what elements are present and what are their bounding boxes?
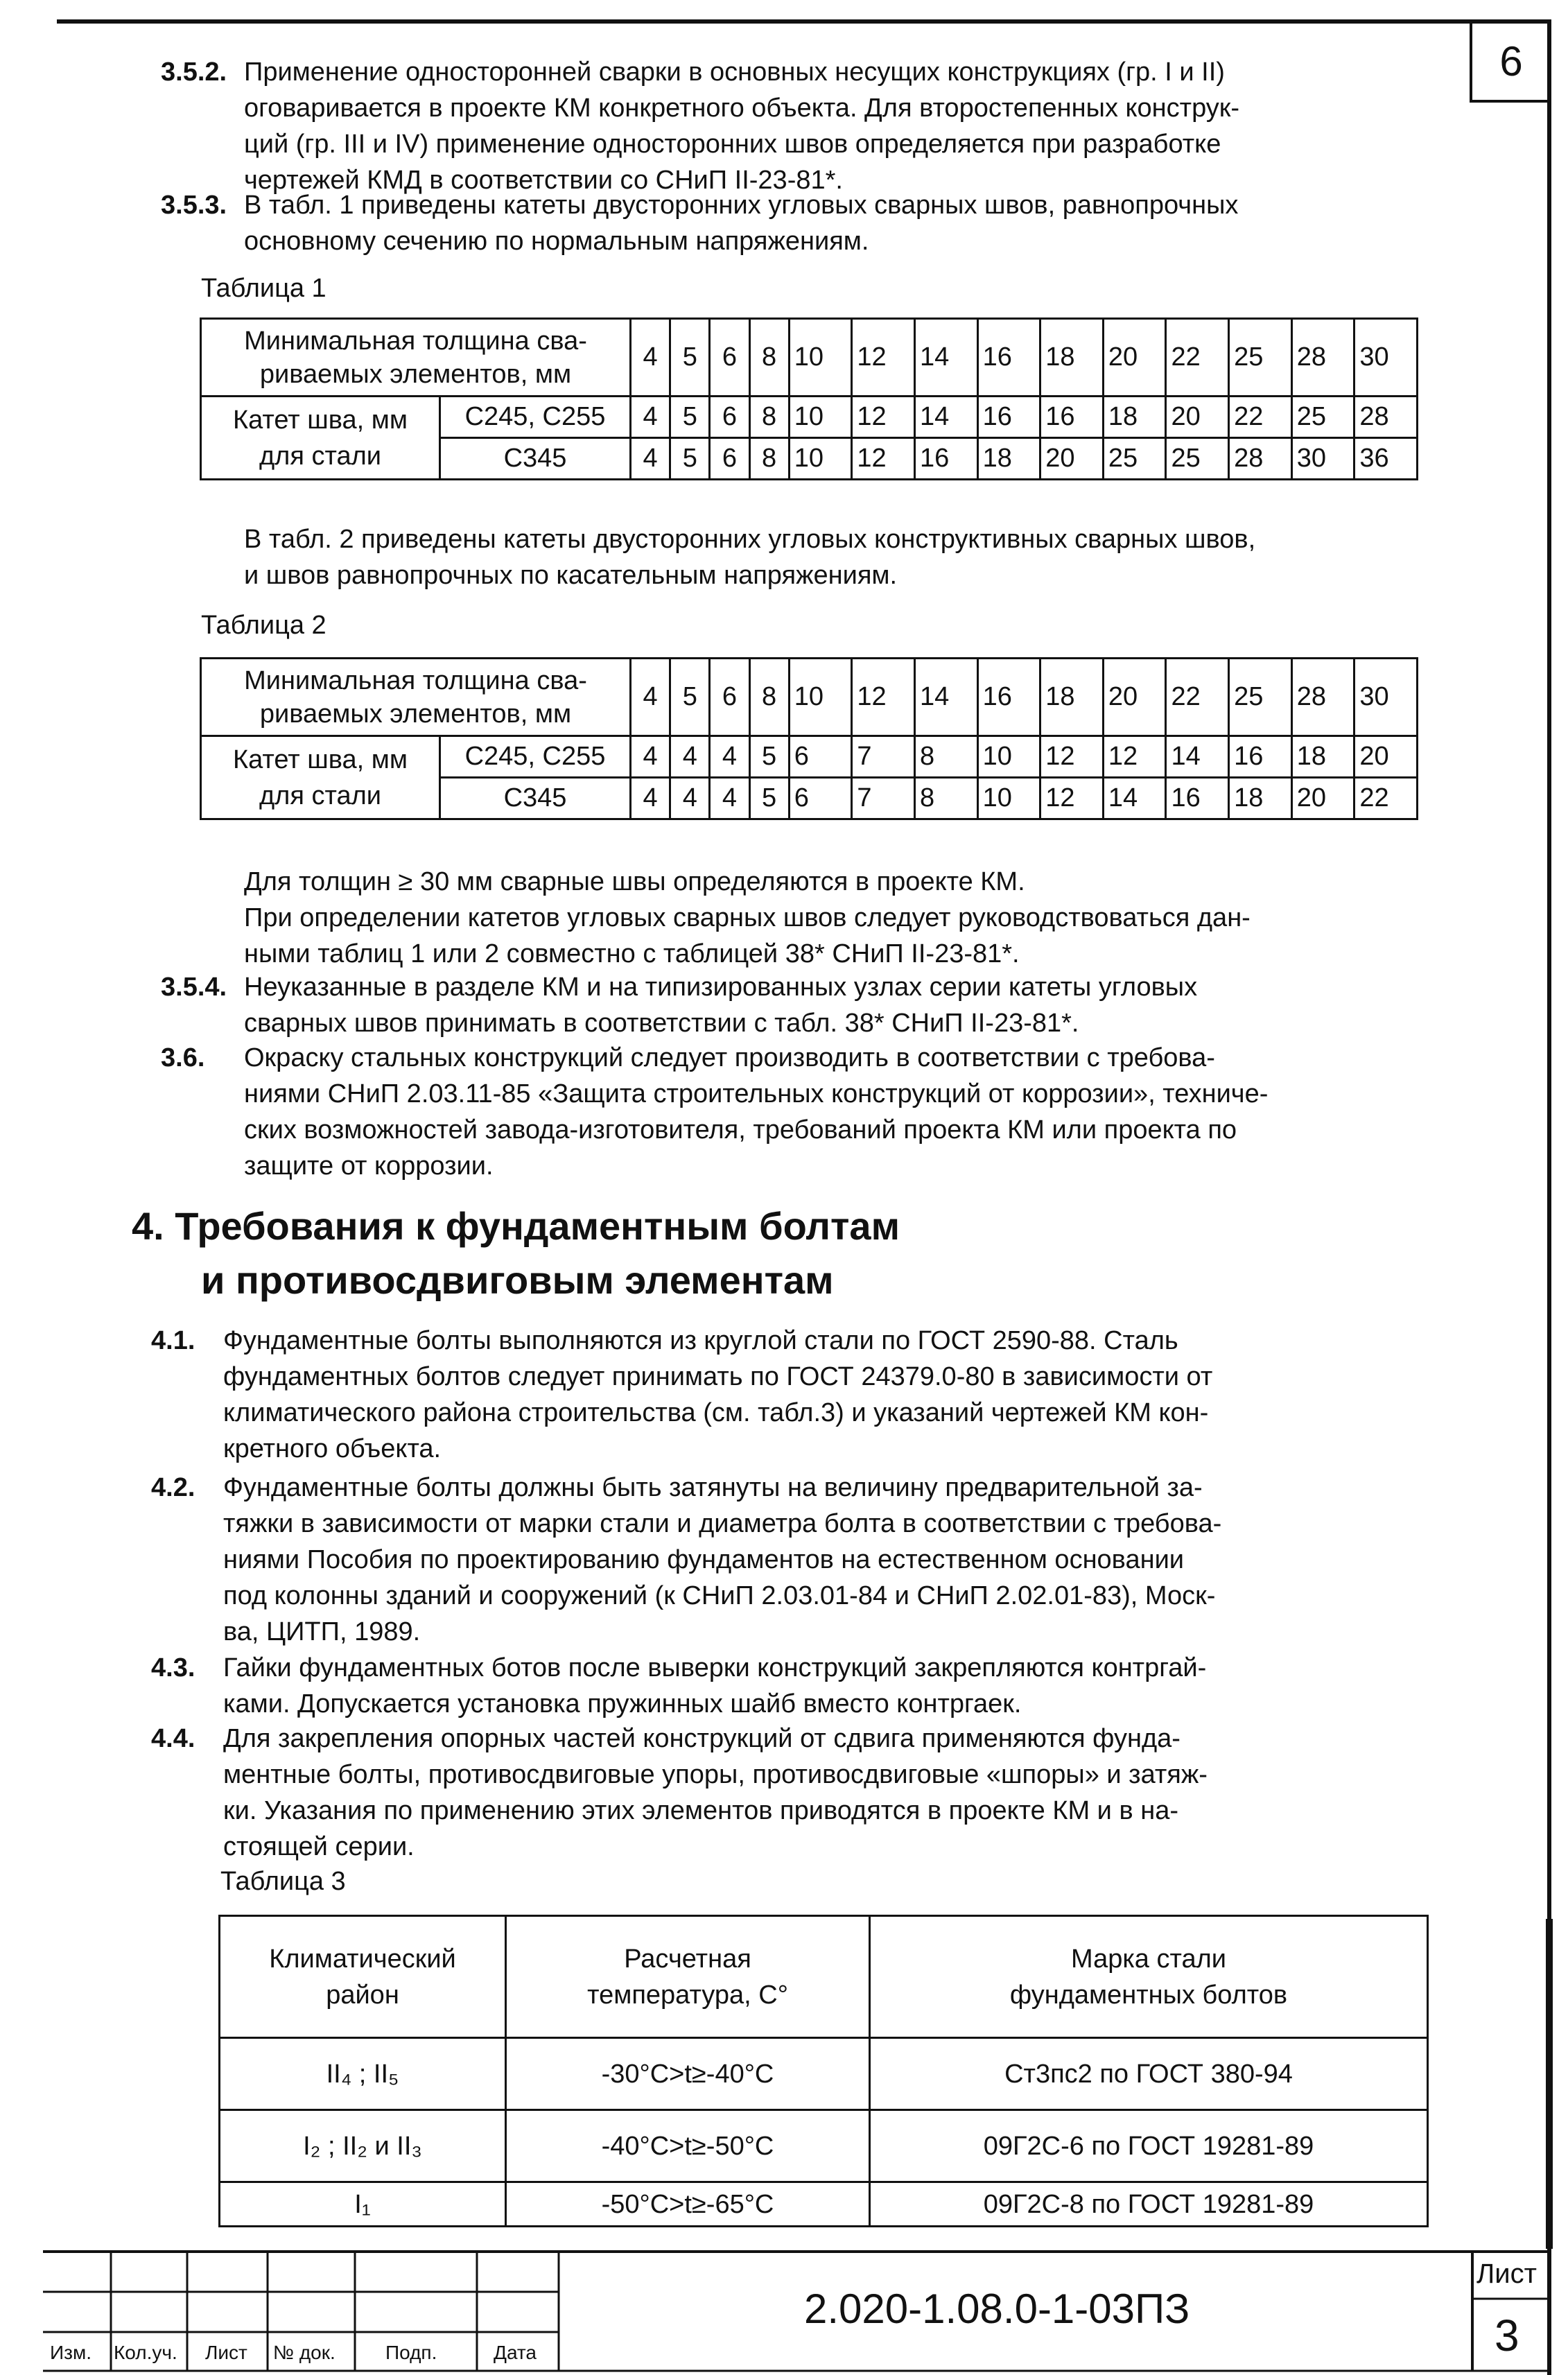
table-cell: 30 [1354,659,1418,736]
table-cell: 10 [977,736,1040,778]
clause-number-3-5-3: 3.5.3. [161,191,227,220]
table-cell: 25 [1229,319,1292,397]
table-cell: -40°С>t≥-50°С [506,2110,870,2182]
clause-number-3-6: 3.6. [161,1043,205,1072]
table-cell: 22 [1229,397,1292,438]
table-2-caption: Таблица 2 [201,611,326,640]
table-cell: 4 [710,736,749,778]
table-cell: 20 [1040,438,1104,480]
table-1-head-label: Минимальная толщина сва- риваемых элементов, мм [201,319,631,397]
table-2-steel-2: С345 [440,778,631,819]
table-cell: 5 [749,778,789,819]
table-cell: 16 [1229,736,1292,778]
section-4-heading-line-2: и противосдвиговым элементам [201,1258,834,1302]
clause-number-4-3: 4.3. [151,1653,195,1682]
clause-3-6-text: Окраску стальных конструкций следует производить в соответствии с требова- ниями СНиП 2.03.11-85 «Защита строительных конструкций от коррозии», техниче- ских возможностей завода-изготовителя, требований проекта КМ или проекта по защите от коррозии. [244,1043,1269,1181]
table-cell: 28 [1291,659,1354,736]
stamp-label-data: Дата [494,2342,537,2363]
table-cell: 5 [670,438,710,480]
table-cell: 6 [710,397,749,438]
table-cell: 28 [1291,319,1354,397]
table-cell: 30 [1354,319,1418,397]
table-cell: I₂ ; II₂ и II₃ [220,2110,506,2182]
table-cell: 14 [914,397,977,438]
table-2-head-label: Минимальная толщина сва- риваемых элементов, мм [201,659,631,736]
table-cell: 8 [749,319,789,397]
table-cell: 7 [852,736,915,778]
table-1-steel-1: С245, С255 [440,397,631,438]
table-cell: 25 [1103,438,1166,480]
table-1-caption: Таблица 1 [201,274,326,303]
table-cell: 18 [1040,319,1104,397]
table-cell: 10 [789,397,852,438]
table-cell: 20 [1166,397,1229,438]
table-2-row-label: Катет шва, мм для стали [201,736,440,819]
stamp-sheet-label: Лист [1476,2259,1537,2289]
table-cell: 28 [1229,438,1292,480]
table-cell: 14 [914,659,977,736]
table-cell: 4 [631,319,670,397]
table-cell: 16 [914,438,977,480]
table-cell: II₄ ; II₅ [220,2038,506,2110]
table-cell: 16 [1040,397,1104,438]
note-after-table-2: Для толщин ≥ 30 мм сварные швы определяются в проекте КМ. При определении катетов угловых сварных швов следует руководствоваться дан- ными таблиц 1 или 2 совместно с таблицей 38* СНиП II-23-81*. [244,867,1251,968]
table-cell: 14 [1166,736,1229,778]
table-2-steel-1: С245, С255 [440,736,631,778]
table-2-intro: В табл. 2 приведены катеты двусторонних угловых конструктивных сварных швов, и швов равнопрочных по касательным напряжениям. [244,525,1256,590]
table-cell: 12 [852,319,915,397]
table-cell: 30 [1291,438,1354,480]
clause-3-5-2-text: Применение односторонней сварки в основных несущих конструкциях (гр. I и II) оговаривается в проекте КМ конкретного объекта. Для второстепенных конструк- ций (гр. III и IV) применение односторонних швов определяется при разработке чертежей КМД в соответствии со СНиП II-23-81*. [244,58,1240,195]
table-cell: 18 [1291,736,1354,778]
table-cell: 6 [710,659,749,736]
table-cell: 20 [1354,736,1418,778]
table-cell: 12 [852,659,915,736]
table-cell: 12 [1103,736,1166,778]
table-cell: 18 [1040,659,1104,736]
table-cell: 09Г2С-6 по ГОСТ 19281-89 [870,2110,1428,2182]
table-cell: 6 [789,778,852,819]
table-cell: 22 [1354,778,1418,819]
table-cell: 22 [1166,659,1229,736]
table-cell: 4 [710,778,749,819]
clause-number-3-5-2: 3.5.2. [161,58,227,87]
table-cell: 5 [670,659,710,736]
stamp-sheet-number: 3 [1495,2311,1519,2360]
table-3-header-climate: Климатический район [220,1916,506,2038]
table-cell: 25 [1166,438,1229,480]
table-cell: 8 [749,659,789,736]
table-cell: 8 [749,438,789,480]
clause-number-4-4: 4.4. [151,1724,195,1753]
table-cell: 8 [914,736,977,778]
table-cell: 16 [977,659,1040,736]
table-cell: 5 [670,319,710,397]
clause-3-5-4-text: Неуказанные в разделе КМ и на типизированных узлах серии катеты угловых сварных швов принимать в соответствии с табл. 38* СНиП II-23-81*. [244,973,1198,1038]
table-cell: 5 [670,397,710,438]
table-cell: 16 [977,397,1040,438]
table-cell: 14 [1103,778,1166,819]
clause-4-3-text: Гайки фундаментных ботов после выверки конструкций закрепляются контргай- ками. Допускается установка пружинных шайб вместо контргаек. [223,1653,1207,1719]
clause-number-4-2: 4.2. [151,1473,195,1502]
table-cell: 6 [789,736,852,778]
stamp-label-kol-uch: Кол.уч. [114,2342,177,2363]
table-cell: 8 [749,397,789,438]
table-cell: 12 [1040,778,1104,819]
table-cell: 18 [1103,397,1166,438]
table-cell: Ст3пс2 по ГОСТ 380-94 [870,2038,1428,2110]
table-cell: 16 [1166,778,1229,819]
table-cell: -50°С>t≥-65°С [506,2182,870,2227]
stamp-label-doc-no: № док. [273,2342,336,2363]
table-cell: 4 [670,778,710,819]
table-cell: 6 [710,438,749,480]
stamp-label-list: Лист [205,2342,247,2363]
table-cell: 6 [710,319,749,397]
corner-sheet-number: 6 [1470,24,1550,103]
table-cell: 4 [631,397,670,438]
table-cell: 8 [914,778,977,819]
table-cell: 36 [1354,438,1418,480]
clause-3-5-3-text: В табл. 1 приведены катеты двусторонних угловых сварных швов, равнопрочных основному сечению по нормальным напряжениям. [244,191,1239,256]
clause-number-3-5-4: 3.5.4. [161,973,227,1002]
section-4-heading-line-1: 4. Требования к фундаментным болтам [132,1204,900,1248]
table-cell: 4 [631,438,670,480]
table-cell: 28 [1354,397,1418,438]
table-cell: 16 [977,319,1040,397]
table-1-row-label: Катет шва, мм для стали [201,397,440,480]
table-cell: 4 [631,736,670,778]
table-cell: 22 [1166,319,1229,397]
table-cell: 12 [1040,736,1104,778]
table-3-caption: Таблица 3 [220,1867,346,1896]
table-cell: I₁ [220,2182,506,2227]
stamp-label-izm: Изм. [50,2342,92,2363]
table-cell: 12 [852,438,915,480]
table-cell: 10 [789,319,852,397]
document-code: 2.020-1.08.0-1-03ПЗ [804,2286,1190,2332]
table-cell: 10 [789,438,852,480]
table-cell: 4 [670,736,710,778]
table-cell: 09Г2С-8 по ГОСТ 19281-89 [870,2182,1428,2227]
table-cell: 4 [631,778,670,819]
table-cell: 7 [852,778,915,819]
table-cell: 25 [1229,659,1292,736]
table-3-header-steel: Марка стали фундаментных болтов [870,1916,1428,2038]
table-cell: 20 [1103,659,1166,736]
stamp-label-podp: Подп. [385,2342,437,2363]
table-cell: 25 [1291,397,1354,438]
table-cell: 20 [1291,778,1354,819]
clause-4-4-text: Для закрепления опорных частей конструкций от сдвига применяются фунда- ментные болты, противосдвиговые упоры, противосдвиговые «шпоры» и затяж- ки. Указания по применению этих элементов приводятся в проекте КМ и в на- стоящей серии. [223,1724,1208,1861]
table-cell: 12 [852,397,915,438]
clause-4-1-text: Фундаментные болты выполняются из круглой стали по ГОСТ 2590-88. Сталь фундаментных болтов следует принимать по ГОСТ 24379.0-80 в зависимости от климатического района строительства (см. табл.3) и указаний чертежей КМ кон- кретного объекта. [223,1326,1213,1463]
clause-number-4-1: 4.1. [151,1326,195,1355]
table-cell: -30°С>t≥-40°С [506,2038,870,2110]
clause-4-2-text: Фундаментные болты должны быть затянуты на величину предварительной за- тяжки в зависимости от марки стали и диаметра болта в соответствии с требова- ниями Пособия по проектированию фундаментов на естественном основании под колонны зданий и сооружений (к СНиП 2.03.01-84 и СНиП 2.02.01-83), Моск- ва, ЦИТП, 1989. [223,1473,1222,1646]
table-1-steel-2: С345 [440,438,631,480]
table-cell: 18 [1229,778,1292,819]
table-cell: 4 [631,659,670,736]
table-cell: 14 [914,319,977,397]
table-cell: 20 [1103,319,1166,397]
table-cell: 10 [977,778,1040,819]
table-cell: 18 [977,438,1040,480]
table-cell: 10 [789,659,852,736]
table-3-header-temperature: Расчетная температура, С° [506,1916,870,2038]
table-cell: 5 [749,736,789,778]
